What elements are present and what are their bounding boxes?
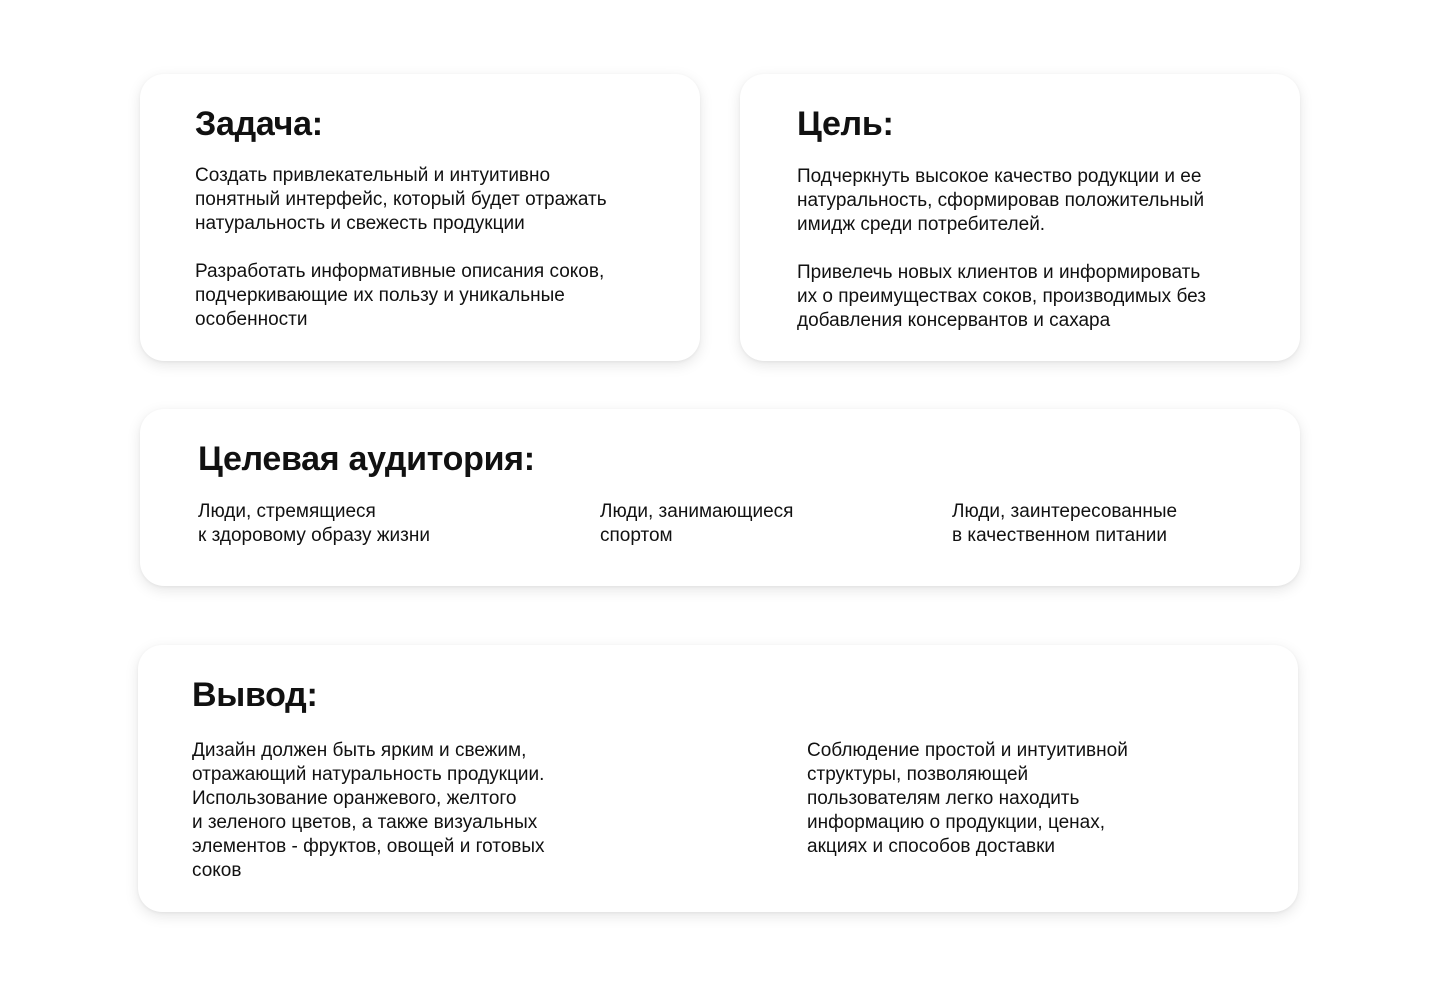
goal-card [740,74,1300,361]
goal-title: Цель: [797,105,894,143]
task-title: Задача: [195,105,323,143]
conclusion-card [138,645,1298,912]
conclusion-title: Вывод: [192,676,318,714]
task-card [140,74,700,361]
audience-item-quality-nutrition: Люди, заинтересованные в качественном питании [952,501,1178,546]
audience-item-sports: Люди, занимающиеся спортом [600,501,794,546]
conclusion-paragraph-1: Дизайн должен быть ярким и свежим, отражающий натуральность продукции. Использование оранжевого, желтого и зеленого цветов, а также визуальных элементов - фруктов, овощей и готовых соков [192,740,545,881]
task-paragraph-2: Разработать информативные описания соков, подчеркивающие их пользу и уникальные особенности [195,261,605,330]
conclusion-paragraph-2: Соблюдение простой и интуитивной структуры, позволяющей пользователям легко находить информацию о продукции, ценах, акциях и способов доставки [807,740,1128,857]
task-paragraph-1: Создать привлекательный и интуитивно понятный интерфейс, который будет отражать натуральность и свежесть продукции [195,165,607,234]
audience-card [140,409,1300,586]
goal-paragraph-1: Подчеркнуть высокое качество родукции и ее натуральность, сформировав положительный имидж среди потребителей. [797,166,1205,235]
goal-paragraph-2: Привелечь новых клиентов и информировать их о преимуществах соков, производимых без добавления консервантов и сахара [797,262,1206,331]
audience-title: Целевая аудитория: [198,440,535,478]
audience-item-healthy-lifestyle: Люди, стремящиеся к здоровому образу жизни [198,501,430,546]
